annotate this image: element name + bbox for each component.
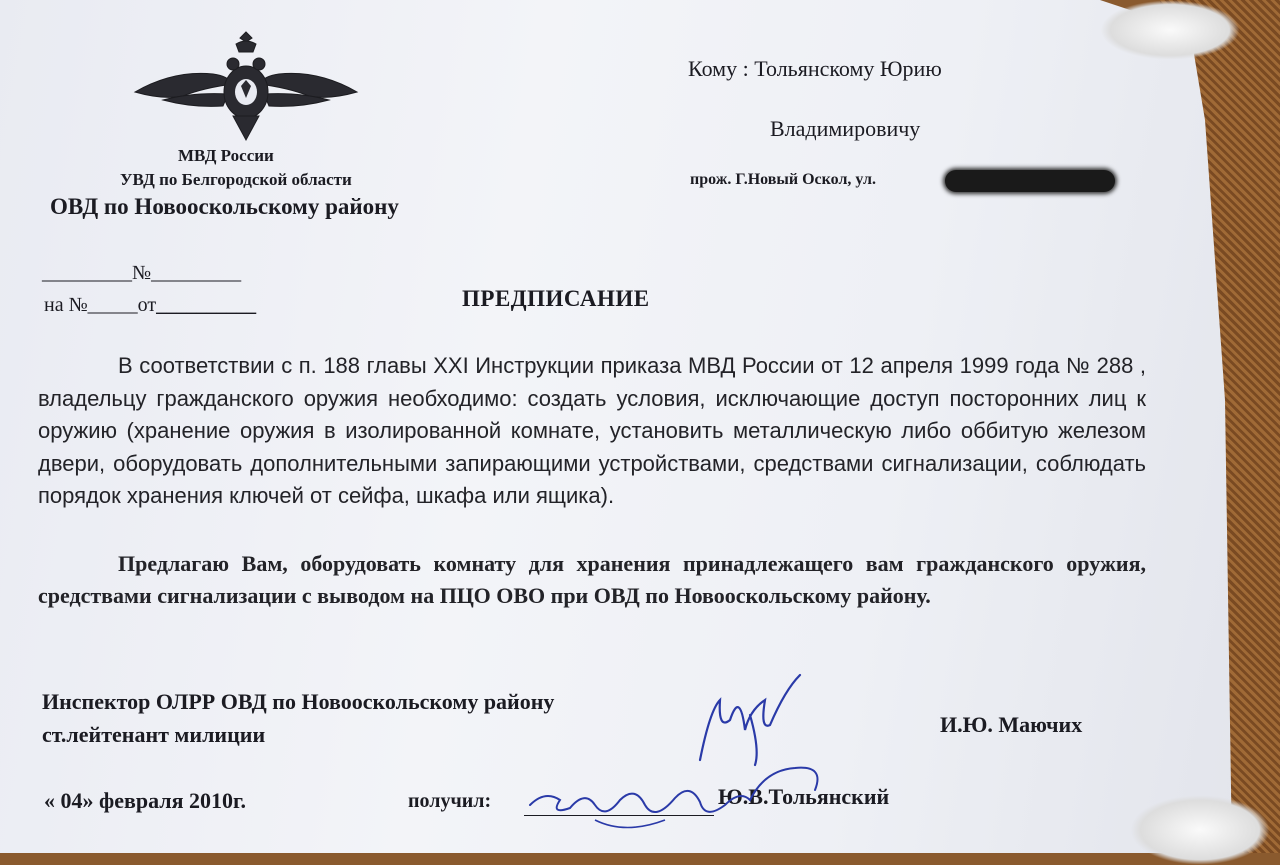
paper-clip-top bbox=[1100, 0, 1240, 60]
registry-reference-line bbox=[44, 294, 256, 317]
registry-number-line: _________№_________ bbox=[42, 262, 242, 284]
department-header: УВД по Белгородской области bbox=[120, 170, 352, 189]
body-paragraph-2 bbox=[38, 548, 1146, 612]
body-paragraph-2-text: Предлагаю Вам, оборудовать комнату для хранения принадлежащего вам гражданского оружия, средствами сигнализации с выводом на ПЦО ОВО при ОВД по Новооскольскому району. bbox=[38, 551, 1146, 608]
body-paragraph-1 bbox=[38, 350, 1146, 513]
received-name: Ю.В.Тольянский bbox=[718, 784, 890, 809]
registry-reference-prefix: на №_____от bbox=[44, 294, 157, 316]
inspector-signature bbox=[690, 670, 810, 770]
document-title: ПРЕДПИСАНИЕ bbox=[462, 286, 650, 311]
inspector-position: Инспектор ОЛРР ОВД по Новооскольскому району bbox=[42, 689, 555, 714]
recipient-address: прож. Г.Новый Оскол, ул. bbox=[690, 171, 876, 188]
inspector-name: И.Ю. Маючих bbox=[940, 712, 1083, 737]
received-label: получил: bbox=[408, 790, 492, 812]
redacted-street-name bbox=[945, 170, 1115, 192]
inspector-rank: ст.лейтенант милиции bbox=[42, 722, 266, 747]
recipient-patronymic: Владимировичу bbox=[770, 116, 921, 141]
body-paragraph-1-text: В соответствии с п. 188 главы XXI Инструкции приказа МВД России от 12 апреля 1999 года № 288 , владельцу гражданского оружия необходимо: создать условия, исключающие доступ посторонних лиц к оружию (хранение оружия в изолированной комнате, установить металлическую либо оббитую железом двери, оборудовать дополнительными запирающими устройствами, средствами сигнализации, соблюдать порядок хранения ключей от сейфа, шкафа или ящика). bbox=[38, 353, 1146, 508]
ministry-header: МВД России bbox=[178, 146, 274, 165]
recipient-signature bbox=[525, 760, 835, 840]
eagle-emblem-icon bbox=[133, 30, 359, 142]
paper-clip-bottom bbox=[1130, 795, 1270, 865]
office-header: ОВД по Новооскольскому району bbox=[50, 194, 399, 219]
document-date: « 04» февраля 2010г. bbox=[44, 788, 247, 813]
recipient-to-line: Кому : Тольянскому Юрию bbox=[688, 56, 942, 81]
registry-reference-suffix: __________ bbox=[156, 294, 257, 316]
